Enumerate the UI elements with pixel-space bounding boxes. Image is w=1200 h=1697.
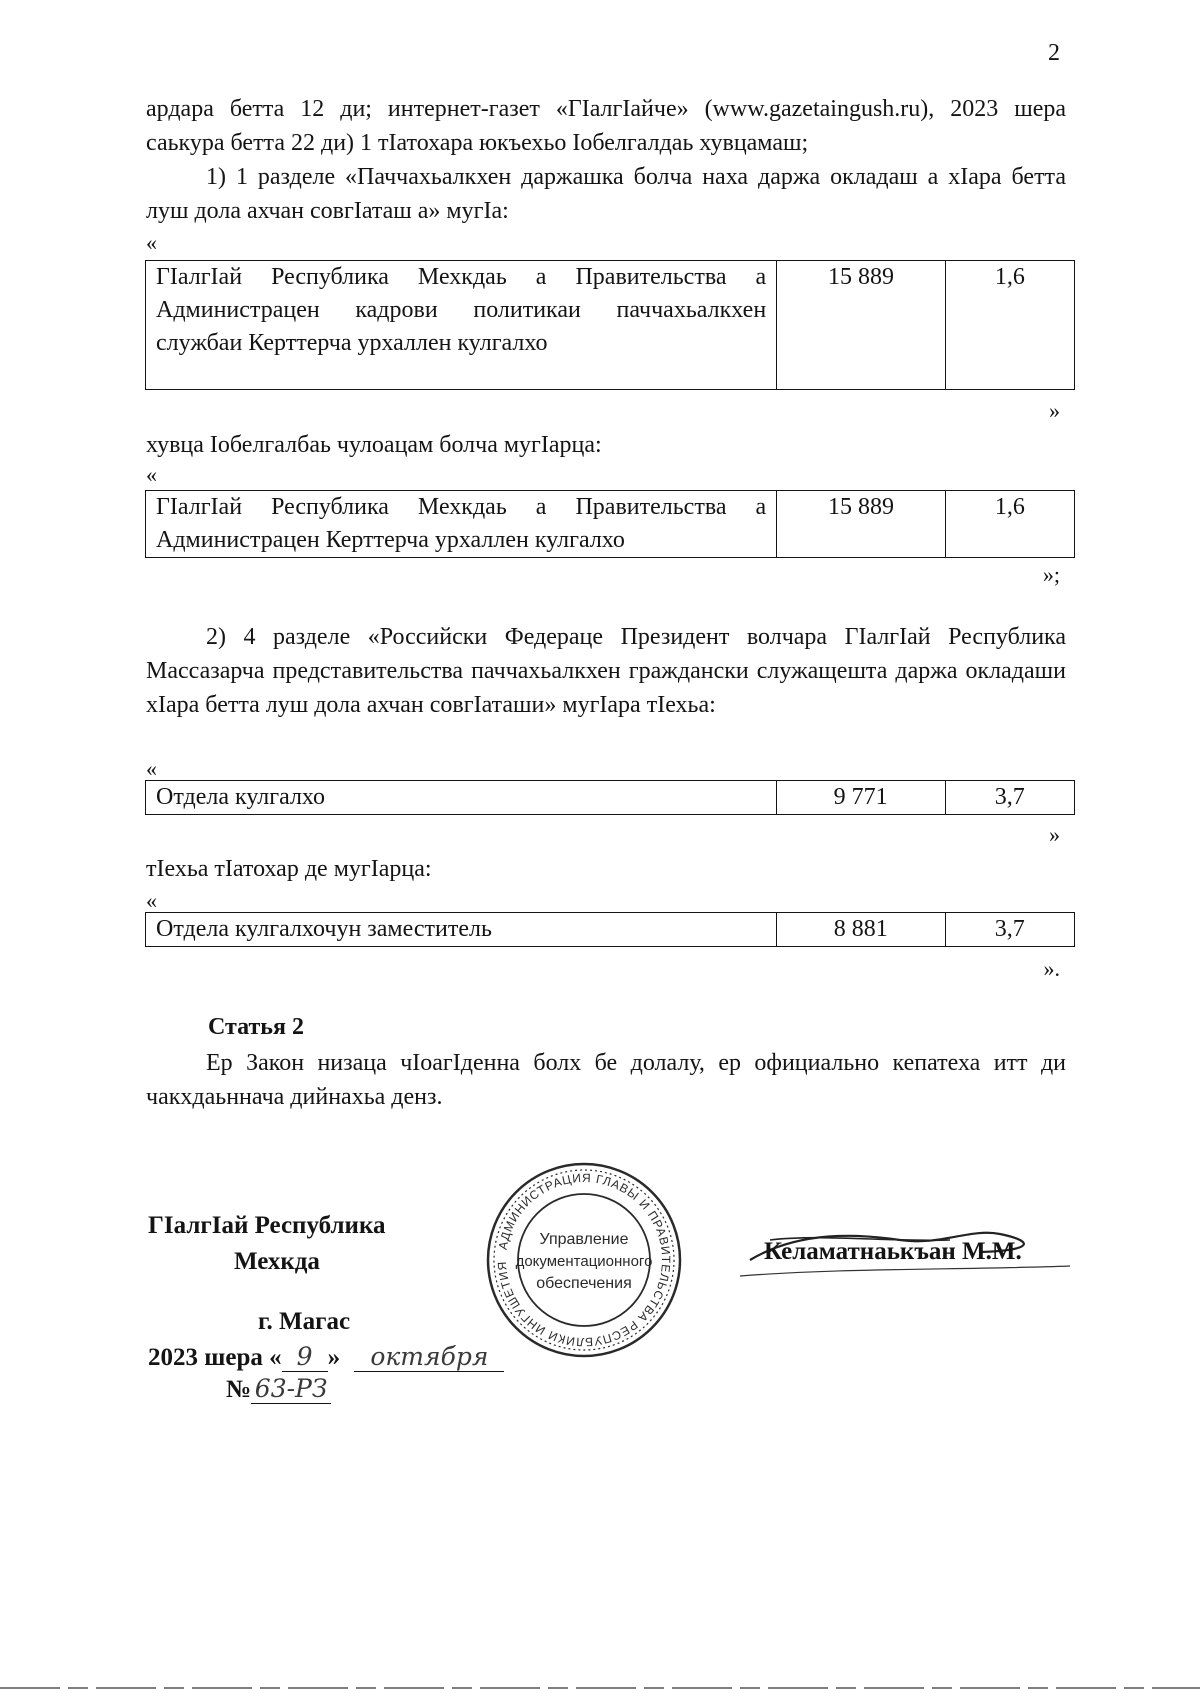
signing-date xyxy=(148,1342,504,1372)
item1-new-close-quote: »; xyxy=(1042,562,1060,587)
position-name: Отдела кулгалхочун заместитель xyxy=(146,913,777,947)
salary-value: 8 881 xyxy=(776,913,945,947)
position-name: ГІалгІай Республика Мехкдаь а Правительства а Администрацен Керттерча урхаллен кулгалхо xyxy=(146,491,777,558)
item2-add-text: тІехьа тІатохар де мугІарца: xyxy=(146,856,432,882)
official-stamp-icon xyxy=(484,1160,684,1360)
item2-close-quote-2: ». xyxy=(1043,956,1060,981)
item1-new-table xyxy=(145,490,1075,558)
page-number: 2 xyxy=(1048,40,1060,66)
item2-table-1 xyxy=(145,780,1075,815)
date-month: октября xyxy=(354,1342,504,1372)
item2-text: 2) 4 разделе «Российски Федераце Президент волчара ГІалгІай Республика Массазарча представительства паччахьалкхен граждански служащешта даржа окладаши хІара бетта луш дола ахчан совгІаташи» мугІара тІехьа: xyxy=(146,624,1066,718)
date-prefix: 2023 шера « xyxy=(148,1344,282,1371)
item1-old-table xyxy=(145,260,1075,390)
place-of-signing: г. Магас xyxy=(258,1308,351,1335)
position-name: Отдела кулгалхо xyxy=(146,781,777,815)
signatory-name: Келаматнаькъан М.М. xyxy=(764,1238,1022,1265)
article-2-text: Ер Закон низаца чІоагІденна болх бе долалу, ер официально кепатеха итт ди чакхдаьннача дийнахьа денз. xyxy=(146,1050,1066,1110)
item1-open-quote: « xyxy=(146,230,157,255)
signatory-title-line1: ГІалгІай Республика xyxy=(148,1212,386,1239)
table-row xyxy=(146,261,1075,390)
law-number xyxy=(226,1374,331,1404)
salary-value: 15 889 xyxy=(777,491,946,558)
date-day: 9 xyxy=(282,1342,328,1372)
item2-open-quote-2: « xyxy=(146,888,157,913)
stamp-center-line3: обеспечения xyxy=(536,1275,632,1292)
date-mid: » xyxy=(327,1344,341,1371)
stamp-center-line2: документационного xyxy=(515,1253,653,1270)
coefficient-value: 3,7 xyxy=(945,781,1074,815)
intro-paragraph: ардара бетта 12 ди; интернет-газет «ГІалгІайче» (www.gazetaingush.ru), 2023 шера саькура бетта 22 ди) 1 тІатохара юкъехьо Іобелгалдаь хувцамаш; xyxy=(146,96,1066,156)
item2-open-quote: « xyxy=(146,756,157,781)
coefficient-value: 1,6 xyxy=(945,491,1074,558)
stamp-center-line1: Управление xyxy=(539,1231,629,1248)
salary-value: 9 771 xyxy=(776,781,945,815)
item2-table-2 xyxy=(145,912,1075,947)
item1-new-open-quote: « xyxy=(146,462,157,487)
item1-replace-text: хувца Іобелгалбаь чулоацам болча мугІарца: xyxy=(146,432,602,458)
table-row xyxy=(146,913,1075,947)
item2-close-quote-1: » xyxy=(1049,822,1060,847)
coefficient-value: 3,7 xyxy=(945,913,1074,947)
salary-value: 15 889 xyxy=(777,261,946,390)
stamp-ring-text: АДМИНИСТРАЦИЯ ГЛАВЫ И ПРАВИТЕЛЬСТВА РЕСПУБЛИКИ ИНГУШЕТИЯ xyxy=(494,1170,674,1350)
article-2-heading: Статья 2 xyxy=(208,1014,304,1040)
table-row xyxy=(146,491,1075,558)
position-name: ГІалгІай Республика Мехкдаь а Правительства а Администрацен кадрови политикаи паччахьалкхен службаи Керттерча урхаллен кулгалхо xyxy=(146,261,777,390)
scan-edge-line xyxy=(0,1687,1200,1689)
signatory-title-line2: Мехкда xyxy=(234,1248,320,1275)
signatory-title xyxy=(148,1208,385,1280)
number-value: 63-РЗ xyxy=(251,1374,331,1404)
number-prefix: № xyxy=(226,1376,252,1403)
table-row xyxy=(146,781,1075,815)
item1-close-quote: » xyxy=(1049,398,1060,423)
coefficient-value: 1,6 xyxy=(945,261,1074,390)
item1-text: 1) 1 разделе «Паччахьалкхен даржашка болча наха даржа окладаш а хІара бетта луш дола ахчан совгІаташ а» мугІа: xyxy=(146,164,1066,224)
